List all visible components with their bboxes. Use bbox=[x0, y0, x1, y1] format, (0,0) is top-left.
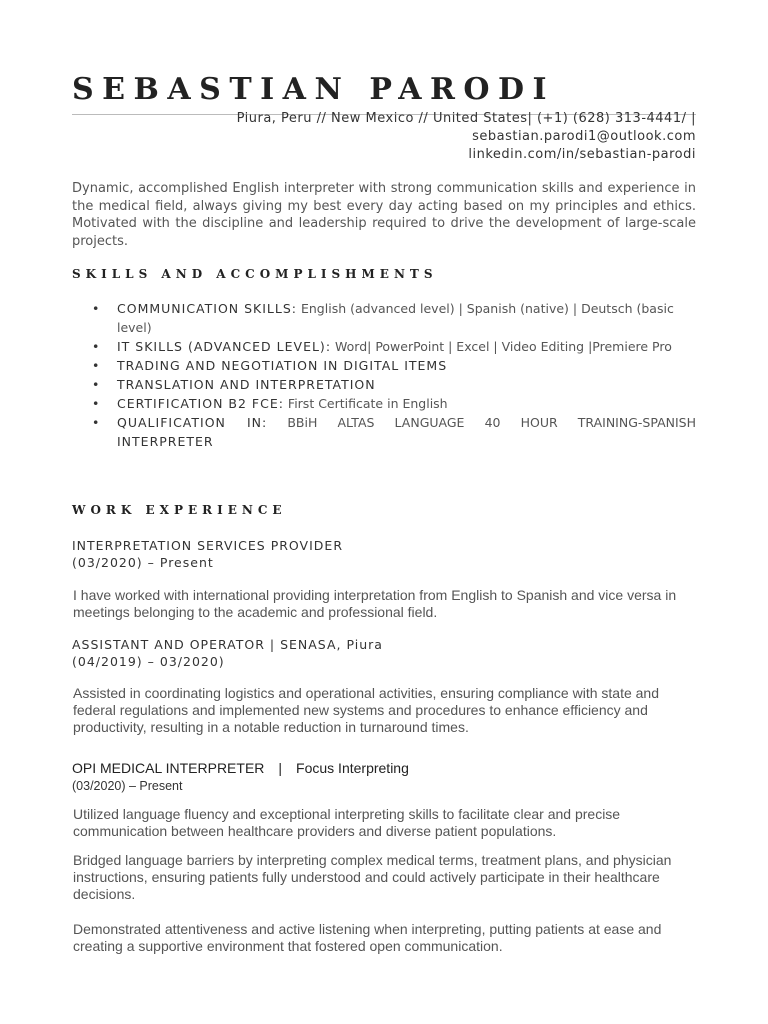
job-date: (03/2020) – Present bbox=[72, 555, 214, 570]
candidate-name: SEBASTIAN PARODI bbox=[72, 72, 556, 107]
job-title: OPI MEDICAL INTERPRETER | Focus Interpreting bbox=[72, 760, 409, 776]
contact-address-phone: Piura, Peru // New Mexico // United States| (+1) (628) 313-4441/ | bbox=[236, 111, 696, 126]
contact-linkedin: linkedin.com/in/sebastian-parodi bbox=[468, 147, 696, 162]
bullet-icon: • bbox=[92, 396, 100, 411]
bullet-icon: • bbox=[92, 339, 100, 354]
skills-list bbox=[72, 299, 696, 451]
job-description: Bridged language barriers by interpreting complex medical terms, treatment plans, and physician instructions, ensuring patients fully understood and could actively participate in their healthcare decisions. bbox=[73, 852, 672, 902]
job-description: Assisted in coordinating logistics and operational activities, ensuring compliance with state and federal regulations and implemented new systems and procedures to enhance efficiency and productivity, resulting in a notable reduction in turnaround times. bbox=[73, 685, 659, 735]
skills-section-title: SKILLS AND ACCOMPLISHMENTS bbox=[72, 267, 438, 281]
job-description: Utilized language fluency and exceptional interpreting skills to facilitate clear and precise communication between healthcare providers and diverse patient populations. bbox=[73, 806, 621, 839]
skill-item: • TRADING AND NEGOTIATION IN DIGITAL ITEMS bbox=[92, 358, 448, 373]
job-description: Demonstrated attentiveness and active listening when interpreting, putting patients at ease and creating a supportive environment that fostered open communication. bbox=[73, 921, 662, 954]
contact-info bbox=[237, 110, 696, 164]
skill-item: • COMMUNICATION SKILLS: English (advanced level) | Spanish (native) | Deutsch (basic level) bbox=[92, 301, 674, 335]
contact-email: sebastian.parodi1@outlook.com bbox=[472, 129, 696, 144]
job-date: (03/2020) – Present bbox=[72, 779, 183, 793]
experience-section-title: WORK EXPERIENCE bbox=[72, 503, 287, 517]
job-description: I have worked with international providing interpretation from English to Spanish and vice versa in meetings belonging to the academic and professional field. bbox=[73, 587, 677, 620]
bullet-icon: • bbox=[92, 301, 100, 316]
skill-item: • IT SKILLS (ADVANCED LEVEL): Word| PowerPoint | Excel | Video Editing |Premiere Pro bbox=[92, 339, 672, 354]
bullet-icon: • bbox=[92, 377, 100, 392]
professional-summary: Dynamic, accomplished English interpreter with strong communication skills and experience in the medical field, always giving my best every day acting based on my principles and ethics. Motivated with the discipline and leadership required to drive the development of large-scale projects. bbox=[72, 181, 696, 249]
job-title: INTERPRETATION SERVICES PROVIDER bbox=[72, 538, 344, 553]
bullet-icon: • bbox=[92, 415, 100, 430]
skill-item: • CERTIFICATION B2 FCE: First Certificate in English bbox=[92, 396, 448, 411]
skill-item: • QUALIFICATION IN: BBiH ALTAS LANGUAGE 40 HOUR TRAINING-SPANISH INTERPRETER bbox=[92, 415, 697, 449]
company-name: Focus Interpreting bbox=[296, 760, 409, 776]
skill-item: • TRANSLATION AND INTERPRETATION bbox=[92, 377, 376, 392]
bullet-icon: • bbox=[92, 358, 100, 373]
job-date: (04/2019) – 03/2020) bbox=[72, 654, 225, 669]
job-title: ASSISTANT AND OPERATOR | SENASA, Piura bbox=[72, 637, 383, 652]
